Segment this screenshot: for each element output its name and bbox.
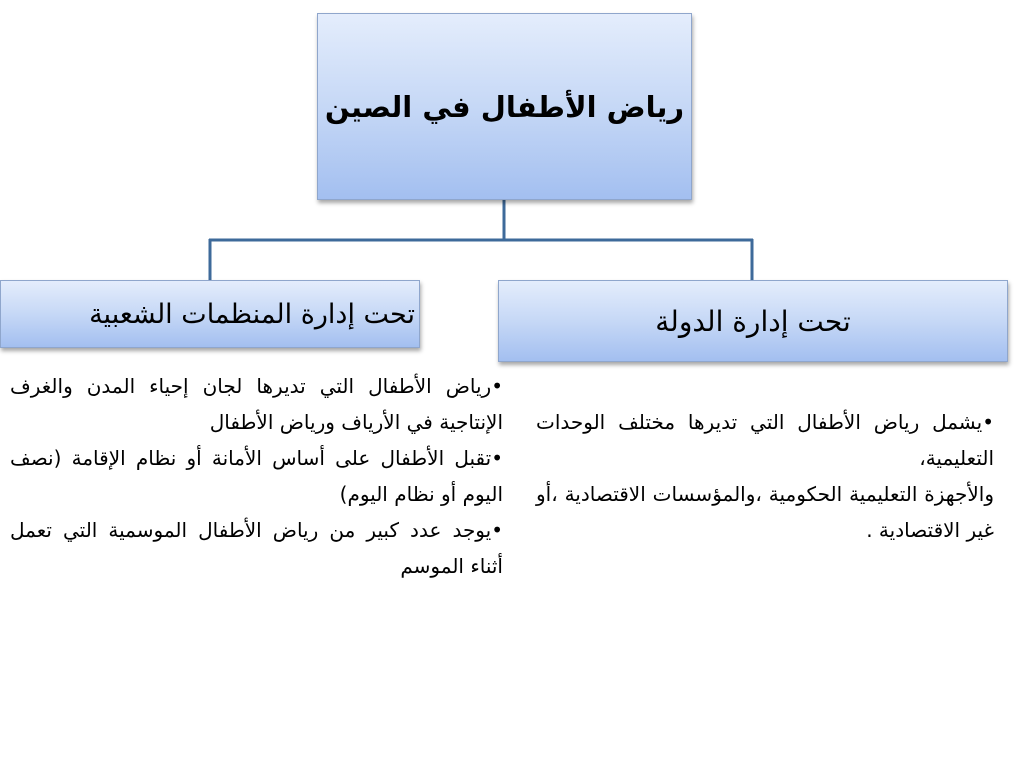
left-branch-node	[0, 280, 420, 348]
left-branch-details	[10, 368, 503, 584]
left-detail-item: •رياض الأطفال التي تديرها لجان إحياء المدن والغرف الإنتاجية في الأرياف ورياض الأطفال	[10, 374, 503, 434]
right-detail-item: •يشمل رياض الأطفال التي تديرها مختلف الوحدات التعليمية،	[536, 410, 994, 470]
right-branch-node	[498, 280, 1008, 362]
left-detail-item: •تقبل الأطفال على أساس الأمانة أو نظام الإقامة (نصف اليوم أو نظام اليوم)	[10, 446, 503, 506]
root-node	[317, 13, 692, 200]
right-branch-details	[536, 404, 994, 548]
root-title: رياض الأطفال في الصين	[324, 89, 685, 124]
left-branch-title: تحت إدارة المنظمات الشعبية	[89, 298, 415, 330]
right-detail-item: والأجهزة التعليمية الحكومية ،والمؤسسات الاقتصادية ،أو غير الاقتصادية .	[536, 482, 994, 542]
right-branch-title: تحت إدارة الدولة	[655, 304, 851, 338]
left-detail-item: •يوجد عدد كبير من رياض الأطفال الموسمية التي تعمل أثناء الموسم	[10, 518, 503, 578]
